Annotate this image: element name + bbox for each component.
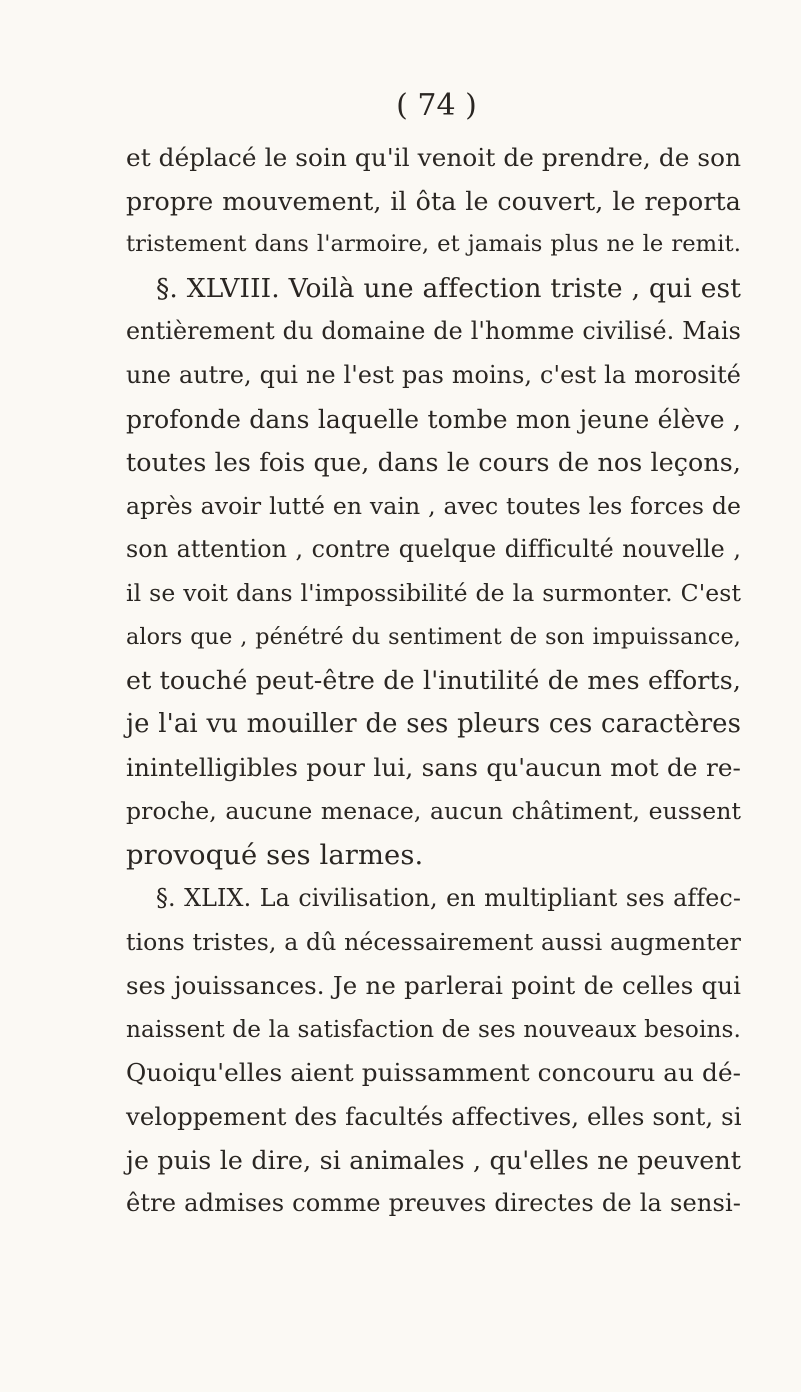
text-line: entièrement du domaine de l'homme civilisé. Mais bbox=[126, 317, 741, 346]
section-start-line: §. XLVIII. Voilà une affection triste , qui est bbox=[156, 272, 741, 304]
text-line: être admises comme preuves directes de la sensi- bbox=[126, 1189, 741, 1218]
text-line: ses jouissances. Je ne parlerai point de celles qui bbox=[126, 971, 741, 1001]
text-line: inintelligibles pour lui, sans qu'aucun mot de re- bbox=[126, 753, 741, 783]
text-line: alors que , pénétré du sentiment de son impuissance, bbox=[126, 623, 741, 650]
text-line: son attention , contre quelque difficulté nouvelle , bbox=[126, 535, 741, 564]
text-line: naissent de la satisfaction de ses nouveaux besoins. bbox=[126, 1015, 741, 1043]
paragraph-end-line: provoqué ses larmes. bbox=[126, 839, 424, 871]
text-line: après avoir lutté en vain , avec toutes les forces de bbox=[126, 491, 741, 520]
text-line: profonde dans laquelle tombe mon jeune élève , bbox=[126, 404, 741, 434]
text-line: je puis le dire, si animales , qu'elles ne peuvent bbox=[126, 1145, 741, 1175]
text-line: toutes les fois que, dans le cours de nos leçons, bbox=[126, 448, 741, 478]
text-line: tristement dans l'armoire, et jamais plus ne le remit. bbox=[126, 231, 741, 258]
text-line: une autre, qui ne l'est pas moins, c'est la morosité bbox=[126, 360, 741, 389]
text-line: veloppement des facultés affectives, elles sont, si bbox=[126, 1102, 742, 1132]
text-line: je l'ai vu mouiller de ses pleurs ces caractères bbox=[126, 708, 741, 739]
text-line: il se voit dans l'impossibilité de la surmonter. C'est bbox=[126, 578, 741, 607]
text-line: tions tristes, a dû nécessairement aussi augmenter bbox=[126, 927, 741, 956]
text-line: et déplacé le soin qu'il venoit de prendre, de son bbox=[126, 143, 742, 172]
text-line: proche, aucune menace, aucun châtiment, eussent bbox=[126, 796, 741, 825]
section-start-line: §. XLIX. La civilisation, en multipliant ses affec- bbox=[156, 884, 741, 913]
text-line: Quoiqu'elles aient puissamment concouru au dé- bbox=[126, 1058, 742, 1088]
body-text bbox=[126, 136, 741, 1226]
text-line: et touché peut-être de l'inutilité de mes efforts, bbox=[126, 666, 741, 696]
page-number-header: ( 74 ) bbox=[396, 88, 477, 123]
text-line: propre mouvement, il ôta le couvert, le reporta bbox=[126, 186, 741, 216]
